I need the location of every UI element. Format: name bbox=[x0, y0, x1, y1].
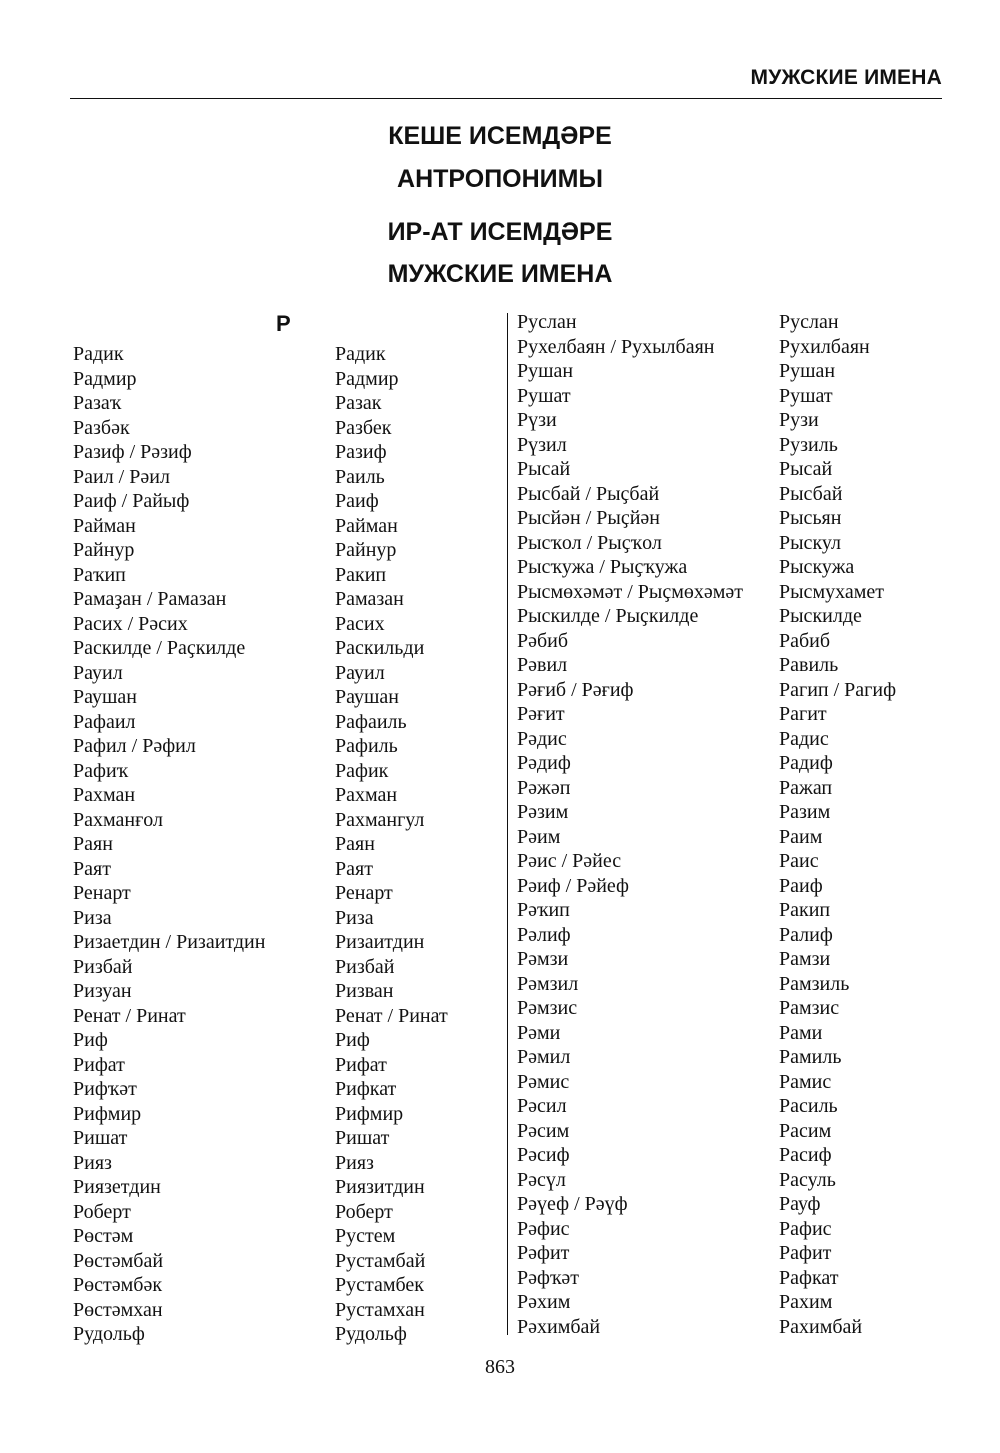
name-entry: Рәғиб / Рәғиф bbox=[517, 678, 634, 701]
name-entry: Рустамхан bbox=[335, 1298, 425, 1321]
name-entry: Рысмухамет bbox=[779, 580, 884, 603]
name-entry: Рәхимбай bbox=[517, 1315, 601, 1338]
name-entry: Ражап bbox=[779, 776, 833, 799]
name-entry: Радис bbox=[779, 727, 829, 750]
name-entry: Рәлиф bbox=[517, 923, 571, 946]
page-number: 863 bbox=[485, 1356, 515, 1378]
name-entry: Рафик bbox=[335, 759, 389, 782]
name-entry: Рами bbox=[779, 1021, 823, 1044]
name-entry: Рифат bbox=[335, 1053, 387, 1076]
name-entry: Ренат / Ринат bbox=[73, 1004, 186, 1027]
name-entry: Разаҡ bbox=[73, 392, 122, 414]
name-entry: Раим bbox=[779, 825, 823, 848]
name-entry: Рысбай / Рыҫбай bbox=[517, 482, 660, 505]
title-bashkir-male-names: ИР-АТ ИСЕМДӘРЕ bbox=[387, 218, 613, 246]
name-entry: Райнур bbox=[335, 539, 397, 561]
name-entry: Рифҡәт bbox=[73, 1078, 137, 1100]
name-entry: Радмир bbox=[73, 367, 137, 390]
name-entry: Разбек bbox=[335, 416, 392, 439]
name-entry: Рифмир bbox=[73, 1102, 142, 1125]
section-letter: Р bbox=[276, 311, 291, 336]
name-entry: Ракип bbox=[335, 563, 387, 586]
name-entry: Рамазан bbox=[335, 588, 404, 610]
name-entry: Ризбай bbox=[335, 955, 395, 978]
name-entry: Разак bbox=[335, 392, 382, 414]
name-entry: Рыскилде / Рыҫкилде bbox=[517, 605, 699, 627]
name-entry: Рамиль bbox=[779, 1046, 842, 1068]
name-entry: Раян bbox=[335, 833, 375, 855]
name-entry: Рушан bbox=[779, 360, 836, 382]
name-entry: Радмир bbox=[335, 367, 399, 390]
name-entry: Рамзис bbox=[779, 997, 840, 1019]
name-entry: Раиф bbox=[779, 874, 823, 897]
left-russian-column bbox=[335, 342, 448, 1347]
name-entry: Радик bbox=[335, 343, 386, 365]
name-entry: Рәис / Рәйес bbox=[517, 850, 622, 872]
name-entry: Ришат bbox=[73, 1127, 128, 1149]
name-entry: Рөстәмбай bbox=[73, 1249, 164, 1272]
name-entry: Рысьян bbox=[779, 507, 842, 529]
name-entry: Рияз bbox=[73, 1151, 112, 1174]
name-entry: Рәүеф / Рәүф bbox=[517, 1193, 628, 1215]
right-bashkir-column bbox=[517, 310, 743, 1339]
name-entry: Рәзим bbox=[517, 801, 569, 823]
name-entry: Рифат bbox=[73, 1053, 125, 1076]
name-entry: Рысмөхәмәт / Рыҫмөхәмәт bbox=[517, 580, 744, 603]
name-entry: Рәсүл bbox=[517, 1168, 566, 1191]
name-entry: Рысай bbox=[779, 458, 833, 480]
name-entry: Рахман bbox=[335, 784, 398, 806]
name-entry: Рөстәмхан bbox=[73, 1298, 163, 1321]
name-entry: Рәмзис bbox=[517, 997, 578, 1019]
title-bashkir-names: КЕШЕ ИСЕМДӘРЕ bbox=[388, 122, 612, 150]
name-entry: Раиль bbox=[335, 465, 385, 488]
name-entry: Ренарт bbox=[73, 882, 131, 904]
name-entry: Рәим bbox=[517, 825, 561, 848]
name-entry: Ренат / Ринат bbox=[335, 1004, 448, 1027]
name-entry: Ризаитдин bbox=[335, 931, 425, 953]
name-entry: Роберт bbox=[73, 1200, 131, 1223]
name-entry: Расиф bbox=[779, 1144, 832, 1166]
name-entry: Рәҡип bbox=[517, 899, 570, 921]
name-entry: Рухелбаян / Рухылбаян bbox=[517, 335, 715, 358]
running-head: МУЖСКИЕ ИМЕНА bbox=[750, 66, 942, 89]
name-entry: Раят bbox=[73, 857, 111, 880]
name-entry: Раиф bbox=[335, 490, 379, 512]
name-entry: Рахман bbox=[73, 784, 136, 806]
name-entry: Раскилде / Раҫкилде bbox=[73, 637, 246, 659]
name-entry: Рәфит bbox=[517, 1242, 570, 1264]
name-entry: Рустамбек bbox=[335, 1274, 425, 1296]
name-entry: Рысҡужа / Рыҫҡужа bbox=[517, 556, 688, 578]
name-entry: Рыскул bbox=[779, 531, 841, 554]
name-entry: Рушат bbox=[517, 384, 571, 407]
name-entry: Рагип / Рагиф bbox=[779, 678, 897, 701]
name-entry: Риф bbox=[335, 1029, 370, 1051]
name-entry: Раушан bbox=[335, 686, 399, 708]
name-entry: Рыскилде bbox=[779, 605, 862, 627]
title-male-names: МУЖСКИЕ ИМЕНА bbox=[387, 260, 613, 288]
name-entry: Риза bbox=[73, 906, 112, 929]
name-entry: Руслан bbox=[517, 311, 577, 333]
name-entry: Рабиб bbox=[779, 629, 831, 652]
name-entry: Рәмил bbox=[517, 1046, 571, 1068]
name-entry: Рафил / Рәфил bbox=[73, 735, 196, 757]
name-entry: Рамзиль bbox=[779, 972, 850, 995]
name-entry: Райнур bbox=[73, 539, 135, 561]
right-russian-column bbox=[779, 310, 896, 1339]
name-entry: Рүзил bbox=[517, 433, 567, 456]
name-entry: Рәжәп bbox=[517, 776, 571, 799]
name-entry: Рауил bbox=[335, 661, 385, 684]
name-entry: Рәхим bbox=[517, 1291, 571, 1313]
name-entry: Ризуан bbox=[73, 980, 132, 1002]
name-entry: Рафиль bbox=[335, 735, 398, 757]
name-entry: Рәмзи bbox=[517, 948, 569, 970]
name-entry: Рудольф bbox=[73, 1323, 145, 1345]
name-entry: Рөстәм bbox=[73, 1225, 134, 1247]
name-entry: Ришат bbox=[335, 1127, 390, 1149]
name-entry: Ризаетдин / Ризаитдин bbox=[73, 931, 266, 953]
name-entry: Рамаҙан / Рамазан bbox=[73, 588, 227, 610]
name-entry: Разиф / Рәзиф bbox=[73, 441, 192, 463]
name-entry: Рәфҡәт bbox=[517, 1266, 580, 1289]
name-entry: Руслан bbox=[779, 311, 839, 333]
name-entry: Разим bbox=[779, 801, 831, 823]
name-entry: Рәдис bbox=[517, 727, 567, 750]
name-entry: Рахим bbox=[779, 1291, 833, 1313]
name-entry: Раян bbox=[73, 833, 113, 855]
name-entry: Рәвил bbox=[517, 654, 568, 676]
name-entry: Радиф bbox=[779, 752, 833, 774]
name-entry: Ризван bbox=[335, 980, 394, 1002]
name-entry: Рахмангул bbox=[335, 808, 425, 831]
name-entry: Рысбай bbox=[779, 482, 843, 505]
name-entry: Рустем bbox=[335, 1225, 396, 1247]
name-entry: Рәсил bbox=[517, 1095, 567, 1117]
name-entry: Расиль bbox=[779, 1095, 838, 1117]
name-entry: Раушан bbox=[73, 686, 137, 708]
name-entry: Раил / Рәил bbox=[73, 465, 170, 488]
name-entry: Рәмис bbox=[517, 1070, 570, 1093]
name-entry: Рафиҡ bbox=[73, 759, 129, 782]
name-entry: Рөстәмбәк bbox=[73, 1274, 163, 1296]
header-rule bbox=[70, 98, 942, 99]
name-entry: Рушан bbox=[517, 360, 574, 382]
name-entry: Рәсиф bbox=[517, 1144, 570, 1166]
name-entry: Радик bbox=[73, 343, 124, 365]
name-entry: Рахманғол bbox=[73, 808, 164, 831]
name-entry: Рысай bbox=[517, 458, 571, 480]
name-entry: Раскильди bbox=[335, 637, 425, 659]
name-entry: Рысҡол / Рыҫҡол bbox=[517, 531, 662, 554]
name-entry: Райман bbox=[335, 514, 398, 537]
name-entry: Ракип bbox=[779, 899, 831, 921]
name-entry: Рәғит bbox=[517, 703, 565, 725]
name-entry: Райман bbox=[73, 514, 136, 537]
name-entry: Рустамбай bbox=[335, 1249, 426, 1272]
name-entry: Рыскужа bbox=[779, 556, 855, 578]
name-entry: Рамис bbox=[779, 1070, 832, 1093]
name-entry: Разиф bbox=[335, 441, 387, 463]
name-entry: Расуль bbox=[779, 1168, 836, 1191]
name-entry: Разбәк bbox=[73, 416, 130, 439]
name-entry: Рухилбаян bbox=[779, 335, 870, 358]
name-entry: Расих / Рәсих bbox=[73, 612, 188, 635]
name-entry: Раят bbox=[335, 857, 373, 880]
name-entry: Риза bbox=[335, 906, 374, 929]
name-entry: Рәиф / Рәйеф bbox=[517, 874, 630, 897]
name-entry: Рауф bbox=[779, 1193, 821, 1215]
name-entry: Расим bbox=[779, 1119, 832, 1142]
name-entry: Роберт bbox=[335, 1200, 393, 1223]
name-entry: Рафис bbox=[779, 1217, 832, 1240]
name-entry: Рәмзил bbox=[517, 972, 579, 995]
name-entry: Рамзи bbox=[779, 948, 831, 970]
name-entry: Рифмир bbox=[335, 1102, 404, 1125]
name-entry: Раиф / Райыф bbox=[73, 490, 190, 512]
name-entry: Рузиль bbox=[779, 433, 838, 456]
name-entry: Риязетдин bbox=[73, 1176, 161, 1198]
name-entry: Рагит bbox=[779, 703, 827, 725]
name-entry: Расих bbox=[335, 612, 385, 635]
name-entry: Рысйән / Рыҫйән bbox=[517, 507, 660, 529]
name-entry: Рафит bbox=[779, 1242, 832, 1264]
name-entry: Рафаил bbox=[73, 710, 136, 733]
name-entry: Риф bbox=[73, 1029, 108, 1051]
name-entry: Раҡип bbox=[73, 563, 126, 586]
name-entry: Рәдиф bbox=[517, 752, 571, 774]
name-entry: Рәсим bbox=[517, 1119, 570, 1142]
column-divider bbox=[507, 313, 508, 1335]
name-entry: Рафкат bbox=[779, 1266, 839, 1289]
name-entry: Рүзи bbox=[517, 409, 557, 431]
name-entry: Ралиф bbox=[779, 923, 833, 946]
title-anthroponyms: АНТРОПОНИМЫ bbox=[397, 165, 603, 193]
name-entry: Рәми bbox=[517, 1021, 561, 1044]
name-entry: Рудольф bbox=[335, 1323, 407, 1345]
left-bashkir-column bbox=[73, 342, 265, 1347]
name-entry: Рахимбай bbox=[779, 1315, 863, 1338]
name-entry: Равиль bbox=[779, 654, 839, 676]
name-entry: Рәфис bbox=[517, 1217, 570, 1240]
name-entry: Рушат bbox=[779, 384, 833, 407]
name-entry: Ризбай bbox=[73, 955, 133, 978]
name-entry: Рузи bbox=[779, 409, 819, 431]
name-entry: Ренарт bbox=[335, 882, 393, 904]
name-entry: Рияз bbox=[335, 1151, 374, 1174]
name-entry: Рәбиб bbox=[517, 629, 569, 652]
name-entry: Рафаиль bbox=[335, 710, 407, 733]
name-entry: Рифкат bbox=[335, 1078, 397, 1100]
name-entry: Рауил bbox=[73, 661, 123, 684]
name-entry: Раис bbox=[779, 850, 819, 872]
name-entry: Риязитдин bbox=[335, 1176, 425, 1198]
